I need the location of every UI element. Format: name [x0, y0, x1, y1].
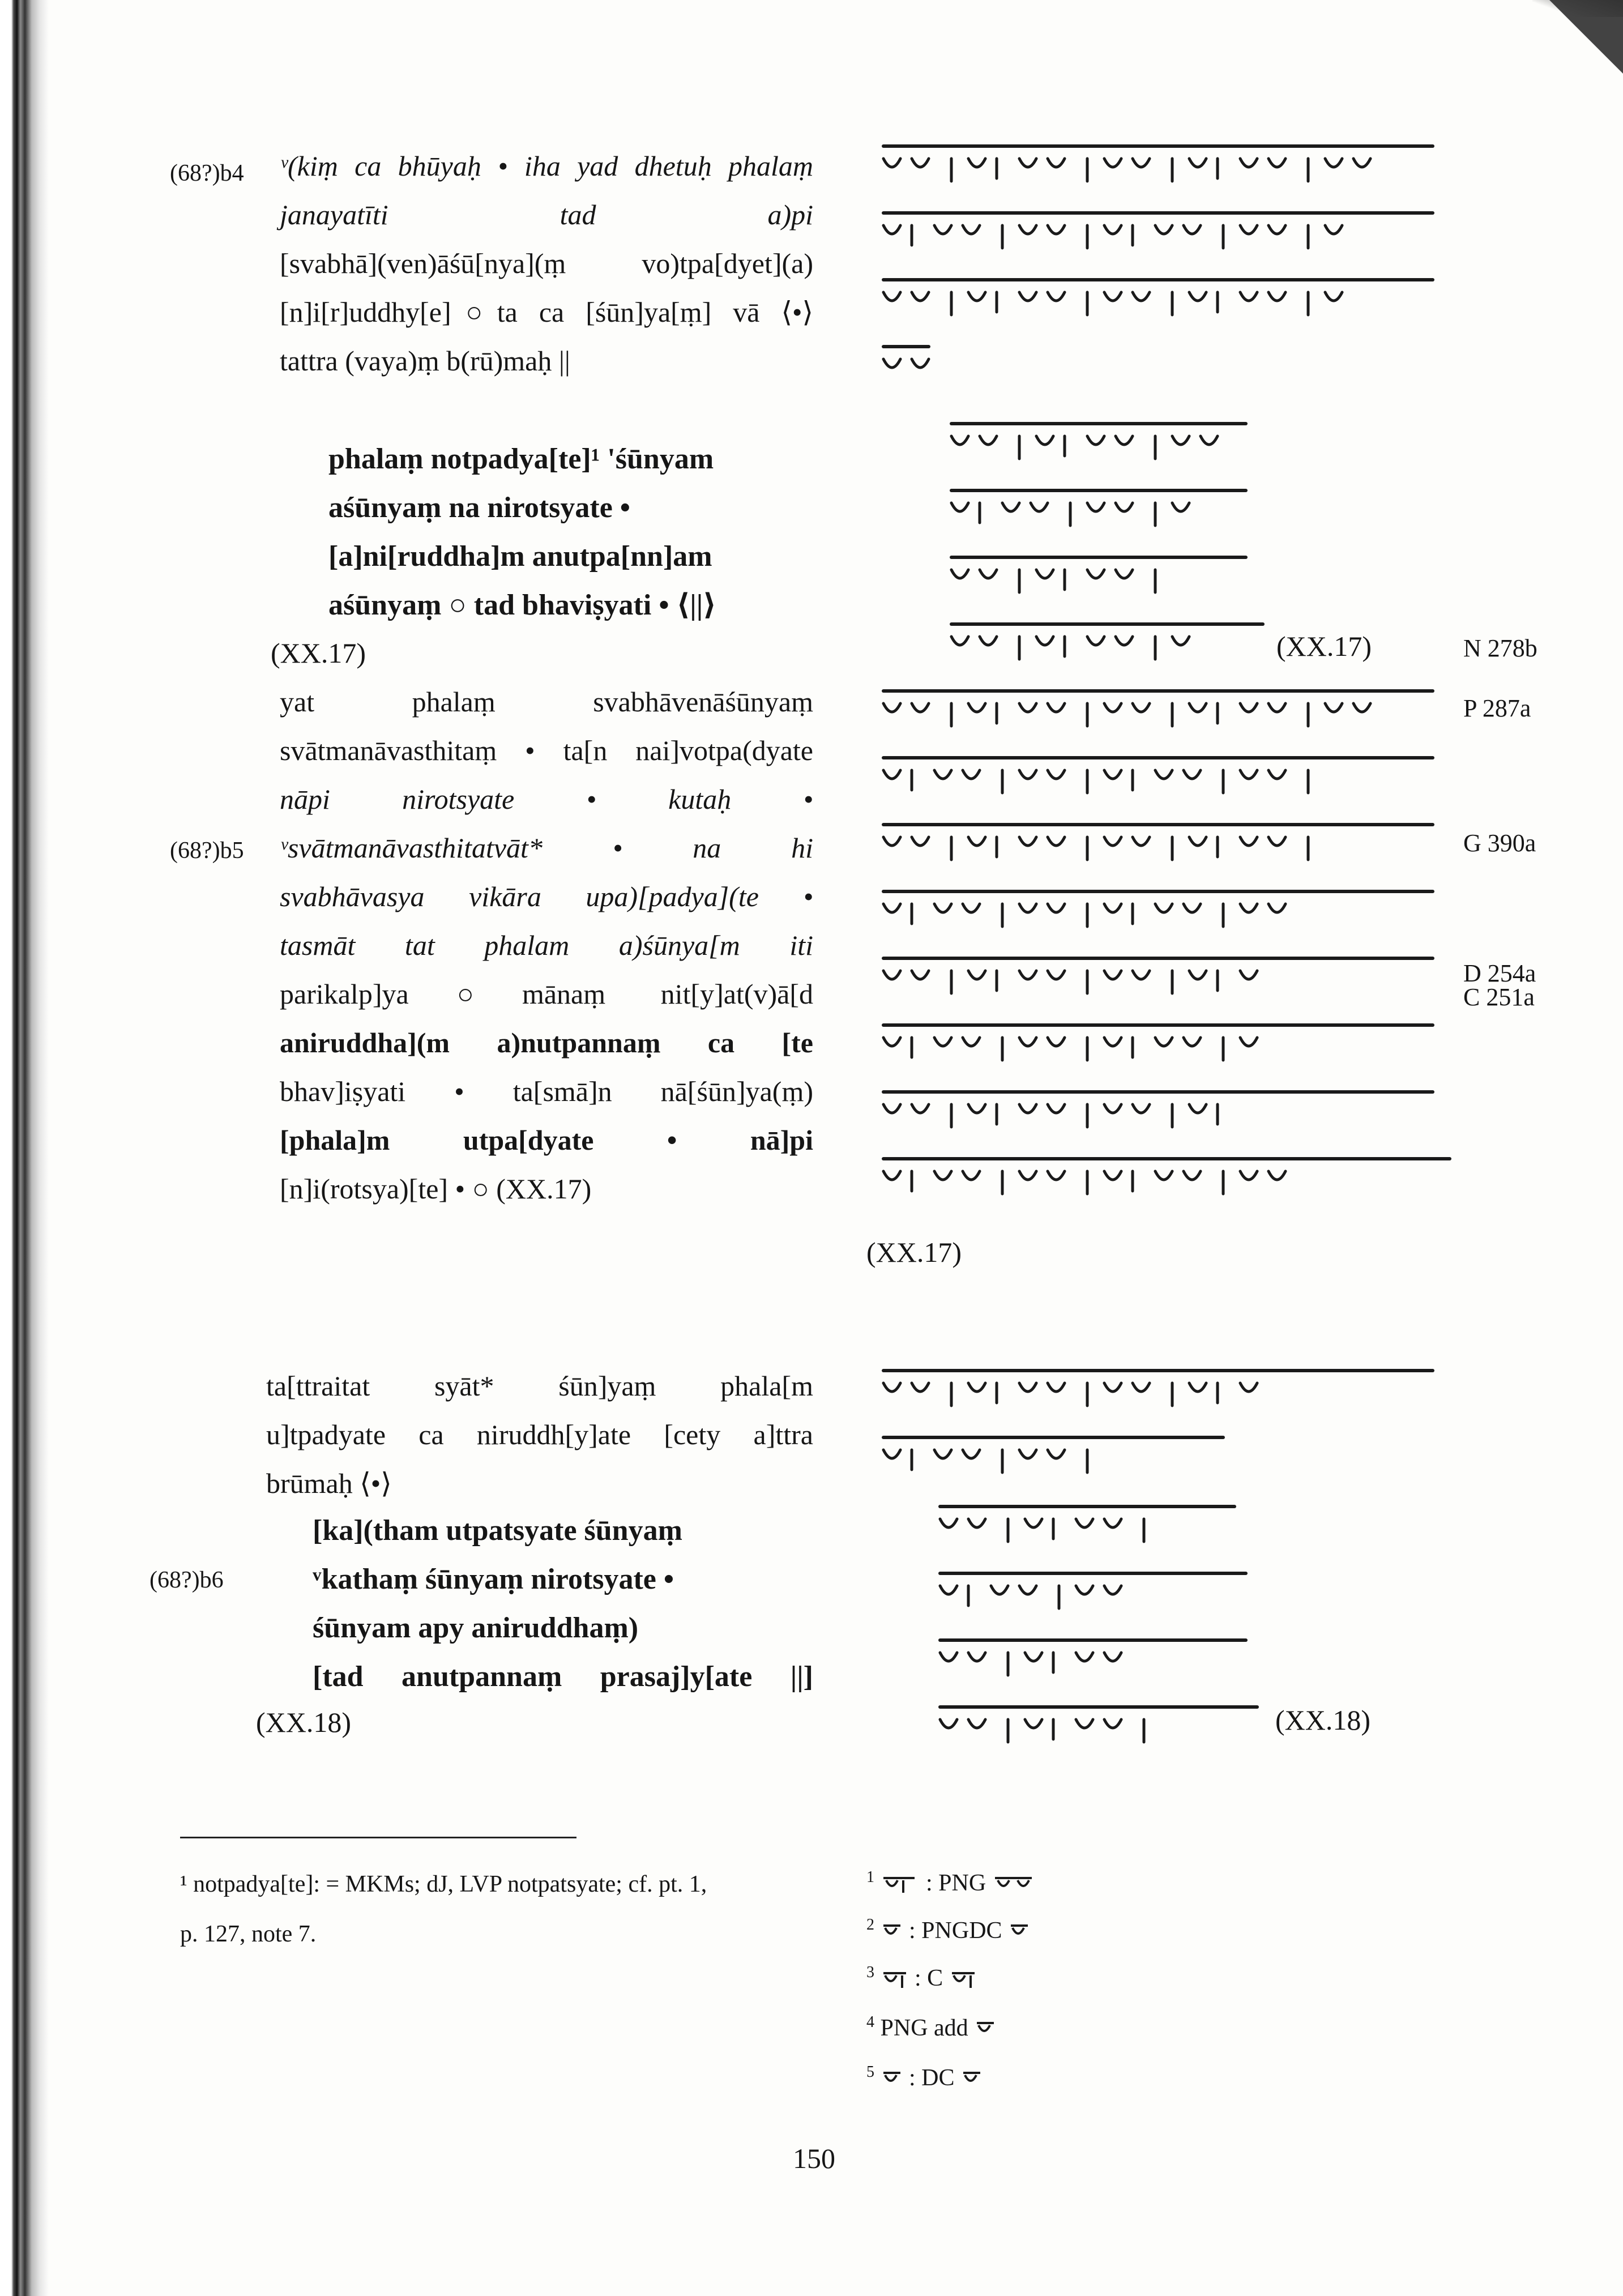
- footnote-text: : C: [915, 1965, 943, 1991]
- text-line: [svabhā](ven)āśū[nya](ṃ vo)tpa[dyet](a): [280, 247, 813, 279]
- text-line: parikalp]ya○mānaṃ nit[y]at(v)ā[d: [280, 978, 813, 1010]
- ms-ref-b5: (68?)b5: [170, 838, 244, 864]
- tibetan-para2: [883, 1371, 1433, 1473]
- text-line: [phala]m utpa[dyate • nā]pi: [280, 1124, 813, 1156]
- tibetan-glyph: [1008, 1921, 1031, 1944]
- tibetan-para1: [883, 146, 1433, 368]
- text-line: u]tpadyate ca niruddh[y]ate [cety a]ttra: [266, 1419, 813, 1450]
- footnote-number: 3: [866, 1964, 874, 1981]
- tibetan-glyph: [881, 2068, 903, 2091]
- text-line: brūmaḥ ⟨•⟩: [266, 1467, 392, 1499]
- footnote-number: 2: [866, 1916, 874, 1934]
- tibetan-glyph: [949, 1969, 977, 1991]
- edition-ref-d: D 254a: [1463, 959, 1536, 987]
- tibetan-verse18: [940, 1507, 1257, 1742]
- verse-line: [ka](tham utpatsyate śūnyaṃ: [313, 1514, 682, 1547]
- text-line: ᵛsvātmanāvasthitatvāt* • na hi: [280, 832, 813, 864]
- footnote-number: 4: [866, 2013, 874, 2031]
- footnote-number: 5: [866, 2063, 874, 2081]
- edition-ref-g: G 390a: [1463, 829, 1536, 857]
- verse-line: [tad anutpannaṃ prasaj]y[ate ||]: [313, 1661, 813, 1693]
- footnote-text: : PNGDC: [909, 1918, 1002, 1944]
- footnote-line: ¹ notpadya[te]: = MKMs; dJ, LVP notpatsyate; cf. pt. 1,: [180, 1871, 707, 1897]
- text-line: tasmāt tat phalam a)śūnya[m iti: [280, 929, 813, 961]
- verse-number: (XX.17): [271, 637, 366, 669]
- tib-footnote: [866, 1917, 1031, 1945]
- text-line: ta[ttraitat syāt* śūn]yaṃ phala[m: [266, 1370, 813, 1402]
- tibetan-verse-number: (XX.17): [866, 1236, 962, 1268]
- tibetan-verse17: [951, 424, 1263, 659]
- verse-number: (XX.18): [256, 1706, 352, 1738]
- tibetan-commentary17: [883, 691, 1450, 1194]
- tibetan-verse-number: (XX.18): [1275, 1704, 1371, 1736]
- footnote-line: p. 127, note 7.: [180, 1921, 317, 1947]
- text-line: nāpi nirotsyate • kutaḥ •: [280, 783, 813, 815]
- footnote-number: 1: [866, 1868, 874, 1886]
- tibetan-glyph: [974, 2018, 997, 2041]
- verse-line: śūnyam apy aniruddhaṃ): [313, 1612, 639, 1644]
- tibetan-glyph: [881, 1969, 909, 1991]
- tib-footnote: [866, 2064, 983, 2092]
- footnote-text: : DC: [909, 2065, 955, 2091]
- verse-line: phalaṃ notpadya[te]¹ 'śūnyam: [328, 443, 714, 475]
- tib-footnote: [866, 1964, 977, 1992]
- tibetan-glyph: [881, 1873, 920, 1896]
- verse-line: aśūnyaṃ ○ tad bhaviṣyati • ⟨||⟩: [328, 589, 716, 621]
- verse-line: aśūnyaṃ na nirotsyate •: [328, 492, 630, 524]
- verse-line: ᵛkathaṃ śūnyaṃ nirotsyate •: [313, 1563, 674, 1595]
- text-line: yat phalaṃ svabhāvenāśūnyaṃ: [280, 686, 813, 718]
- ms-ref-b6: (68?)b6: [150, 1567, 224, 1593]
- edition-ref-n: N 278b: [1463, 634, 1537, 662]
- tibetan-glyph: [960, 2068, 983, 2091]
- edition-ref-p: P 287a: [1463, 694, 1531, 722]
- text-line: janayatīti tad a)pi: [280, 199, 813, 231]
- text-line: svabhāvasya vikāra upa)[padya](te •: [280, 881, 813, 912]
- text-line: svātmanāvasthitaṃ • ta[n nai]votpa(dyate: [280, 735, 813, 766]
- text-line: [n]i[r]uddhy[e]○ta ca [śūn]ya[ṃ] vā ⟨•⟩: [280, 296, 813, 328]
- footnote-text: PNG add: [880, 2015, 968, 2041]
- text-line: [n]i(rotsya)[te] • ○ (XX.17): [280, 1173, 592, 1205]
- text-line: tattra (vaya)ṃ b(rū)maḥ ||: [280, 345, 570, 377]
- tibetan-glyph: [881, 1921, 903, 1944]
- verse-line: [a]ni[ruddha]m anutpa[nn]am: [328, 540, 712, 573]
- ms-ref-b4: (68?)b4: [170, 160, 244, 186]
- tibetan-glyph: [992, 1873, 1037, 1896]
- text-line: bhav]iṣyati • ta[smā]n nā[śūn]ya(ṃ): [280, 1076, 813, 1107]
- footnote-text: : PNG: [926, 1870, 986, 1896]
- edition-ref-c: C 251a: [1463, 983, 1535, 1011]
- footnote-rule: [180, 1837, 576, 1838]
- tib-footnote: [866, 2014, 997, 2042]
- text-line: aniruddha](m a)nutpannaṃ ca [te: [280, 1027, 813, 1059]
- text-line: ᵛ(kiṃ ca bhūyaḥ • iha yad dhetuḥ phalaṃ: [280, 150, 813, 182]
- tib-footnote: [866, 1869, 1037, 1897]
- page-number: 150: [793, 2143, 835, 2174]
- tibetan-verse-number: (XX.17): [1276, 630, 1372, 662]
